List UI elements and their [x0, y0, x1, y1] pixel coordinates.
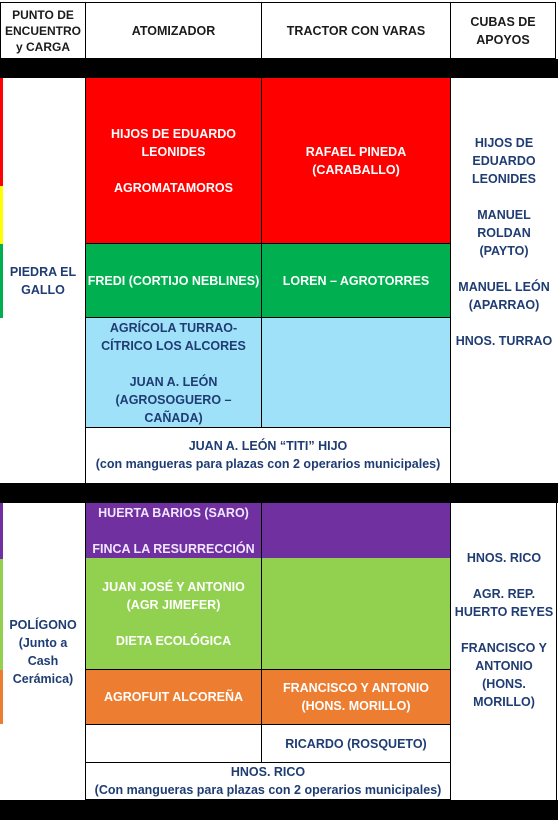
tractor-ricardo-cell [261, 724, 451, 763]
red-atom-line-3: AGROMATAMOROS [114, 181, 233, 195]
ricardo-text: RICARDO (ROSQUETO) [285, 736, 427, 751]
atomizador-lightblue-cell [85, 317, 262, 428]
grid-line-right-2 [450, 503, 451, 800]
purple-atom-line-2: FINCA LA RESURRECCIÓN [92, 542, 255, 556]
tractor-red-cell [261, 78, 451, 244]
orange-atom-text: AGROFUIT ALCOREÑA [103, 690, 244, 704]
red-tractor-line-2: (CARABALLO) [312, 163, 400, 177]
atomizador-red-cell [85, 78, 262, 244]
meeting-point-line-2: GALLO [21, 282, 65, 297]
tractor-orange-cell [261, 669, 451, 725]
cubas1-line-1: HIJOS DE [474, 136, 534, 150]
cubas1-line-6: (PAYTO) [479, 244, 529, 258]
cubas2-line-2: AGR. REP. [472, 587, 536, 601]
cubas2-line-5: ANTONIO [475, 659, 533, 673]
orange-tractor-line-1: FRANCISCO Y ANTONIO [282, 681, 430, 695]
tractor-green-cell [261, 243, 451, 318]
header-meeting-point [0, 2, 86, 59]
orange-tractor-line-2: (HONS. MORILLO) [301, 699, 411, 713]
red-tractor-line-1: RAFAEL PINEDA [305, 145, 407, 159]
cubas1-line-7: MANUEL LEÓN [458, 280, 550, 294]
section-divider-2 [0, 483, 558, 503]
cubas1-line-3: LEONIDES [472, 172, 536, 186]
footer2-line-2: (Con mangueras para plazas con 2 operarios municipales) [94, 783, 442, 797]
atomizador-lightgreen-cell [85, 558, 262, 670]
cubas-section1-cell [450, 78, 558, 483]
section-divider-1 [0, 59, 558, 78]
header-cubas-line-2: APOYOS [476, 32, 530, 47]
atomizador-empty-cell [85, 724, 262, 763]
edge-mark-yellow [0, 186, 3, 244]
green-tractor-text: LOREN – AGROTORRES [282, 273, 430, 288]
cubas1-line-2: EDUARDO [472, 154, 536, 168]
lgreen-atom-line-1: JUAN JOSÉ Y ANTONIO [102, 580, 245, 594]
cubas2-line-4: FRANCISCO Y [461, 641, 547, 655]
header-tractor [261, 2, 451, 59]
edge-mark-purple [0, 503, 3, 559]
cubas2-line-1: HNOS. RICO [466, 551, 542, 565]
header-meeting-line-1: PUNTO DE [12, 7, 74, 22]
grid-line-mid [261, 78, 262, 428]
blue-atom-line-2: CÍTRICO LOS ALCORES [101, 338, 246, 353]
cubas2-line-7: MORILLO) [473, 695, 535, 709]
poligono-line-2: (Junto a [18, 635, 68, 650]
grid-line-far-right [556, 503, 557, 800]
cubas-section2-cell [450, 503, 558, 763]
edge-mark-orange [0, 670, 3, 724]
red-atom-line-1: HIJOS DE EDUARDO [110, 127, 237, 141]
meeting-point-poligono [0, 503, 86, 800]
header-tractor-label: TRACTOR CON VARAS [286, 23, 426, 38]
header-meeting-line-3: y CARGA [15, 39, 70, 54]
grid-line-left-2 [85, 503, 86, 800]
edge-mark-red [0, 78, 3, 186]
blue-atom-line-5: CAÑADA) [144, 410, 203, 425]
poligono-line-1: POLÍGONO [9, 617, 77, 632]
atomizador-purple-cell [85, 503, 262, 559]
grid-line-row-1 [85, 243, 451, 244]
cubas2-line-3: HUERTO REYES [454, 605, 554, 619]
grid-line-right [450, 78, 451, 483]
blue-atom-line-1: AGRÍCOLA TURRAO- [109, 320, 238, 335]
lgreen-atom-line-3: DIETA ECOLÓGICA [115, 634, 232, 648]
section2-footer-cell [85, 762, 451, 800]
footer1-line-2: (con mangueras para plazas con 2 operarios municipales) [95, 457, 441, 471]
red-atom-line-2: LEONIDES [141, 145, 206, 159]
cubas1-line-5: ROLDAN [477, 226, 531, 240]
edge-mark-lightgreen [0, 559, 3, 670]
bottom-bar [0, 800, 558, 820]
meeting-point-piedra-el-gallo [0, 78, 86, 483]
header-cubas-line-1: CUBAS DE [470, 14, 536, 29]
green-atom-text: FREDI (CORTIJO NEBLINES) [87, 273, 260, 288]
section1-footer-cell [85, 427, 451, 483]
footer2-line-1: HNOS. RICO [230, 765, 306, 779]
header-cubas [450, 2, 556, 59]
header-atomizador [85, 2, 262, 59]
grid-line-mid-2 [261, 503, 262, 763]
grid-line-row-2 [85, 317, 451, 318]
atomizador-green-cell [85, 243, 262, 318]
edge-mark-green [0, 244, 3, 318]
lgreen-atom-line-2: (AGR JIMEFER) [126, 598, 221, 612]
header-meeting-line-2: ENCUENTRO [4, 23, 81, 38]
cubas1-line-8: (APARRAO) [468, 298, 540, 312]
footer1-line-1: JUAN A. LEÓN “TITI” HIJO [188, 439, 348, 453]
grid-line-row-4 [85, 669, 451, 670]
blue-atom-line-4: (AGROSOGUERO – [115, 392, 232, 407]
blue-atom-line-3: JUAN A. LEÓN [129, 374, 218, 389]
purple-atom-line-1: HUERTA BARIOS (SARO) [98, 506, 249, 520]
tractor-lightblue-cell [261, 317, 451, 428]
poligono-line-3: Cash [27, 653, 59, 668]
meeting-point-line-1: PIEDRA EL [9, 264, 77, 279]
cubas2-line-6: (HONS. [482, 677, 526, 691]
grid-line-left [85, 78, 86, 483]
cubas1-line-9: HNOS. TURRAO [455, 334, 553, 348]
tractor-purple-cell [261, 503, 451, 559]
tractor-lightgreen-cell [261, 558, 451, 670]
grid-line-row-3 [85, 427, 451, 428]
poligono-line-4: Cerámica) [12, 671, 74, 686]
cubas1-line-4: MANUEL [477, 208, 531, 222]
header-atomizador-label: ATOMIZADOR [131, 23, 216, 38]
atomizador-orange-cell [85, 669, 262, 725]
